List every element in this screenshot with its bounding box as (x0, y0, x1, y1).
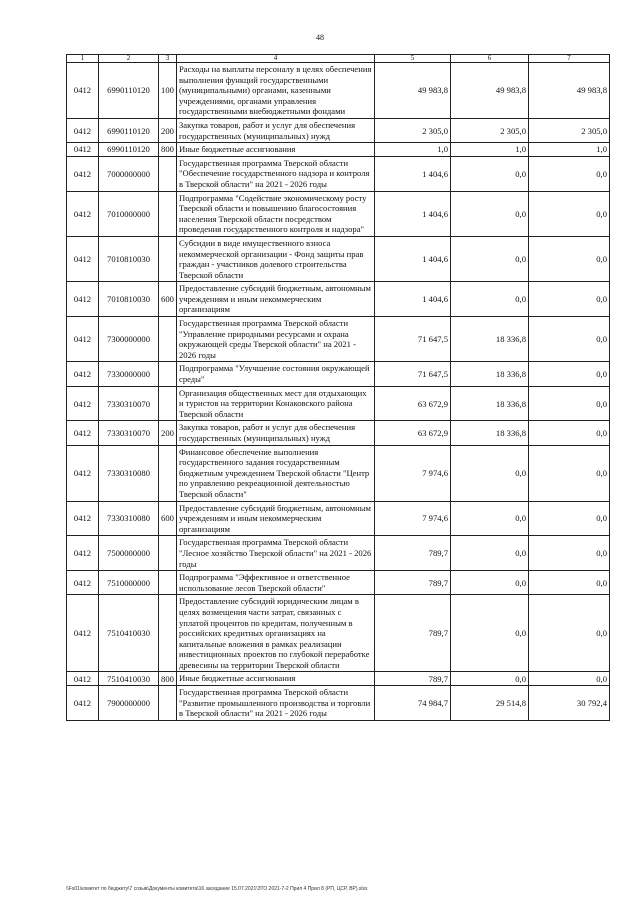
amount-cell-col6: 0,0 (451, 672, 529, 686)
amount-cell-col6: 0,0 (451, 595, 529, 672)
amount-cell-col6: 0,0 (451, 501, 529, 536)
amount-cell-col7: 0,0 (529, 672, 610, 686)
target-article-cell: 6990110120 (99, 143, 159, 157)
amount-cell-col7: 49 983,8 (529, 63, 610, 119)
amount-cell-col5: 71 647,5 (375, 362, 451, 386)
amount-cell-col7: 1,0 (529, 143, 610, 157)
amount-cell-col6: 0,0 (451, 571, 529, 595)
amount-cell-col7: 0,0 (529, 536, 610, 571)
target-article-cell: 7330310080 (99, 445, 159, 501)
section-code-cell: 0412 (67, 571, 99, 595)
column-header: 7 (529, 55, 610, 63)
expense-type-cell: 800 (159, 143, 177, 157)
amount-cell-col6: 0,0 (451, 445, 529, 501)
amount-cell-col6: 0,0 (451, 282, 529, 317)
target-article-cell: 7510000000 (99, 571, 159, 595)
amount-cell-col7: 0,0 (529, 421, 610, 445)
target-article-cell: 7510410030 (99, 595, 159, 672)
target-article-cell: 7300000000 (99, 317, 159, 362)
table-row (67, 362, 610, 386)
item-name-cell: Подпрограмма "Улучшение состояния окружающей среды" (177, 362, 375, 386)
column-header: 6 (451, 55, 529, 63)
target-article-cell: 7510410030 (99, 672, 159, 686)
item-name-cell: Государственная программа Тверской области "Обеспечение государственного надзора и контроля в Тверской области" на 2021 - 2026 годы (177, 156, 375, 191)
section-code-cell: 0412 (67, 317, 99, 362)
amount-cell-col5: 1 404,6 (375, 282, 451, 317)
amount-cell-col5: 74 984,7 (375, 686, 451, 721)
target-article-cell: 7010810030 (99, 236, 159, 281)
expense-type-cell (159, 317, 177, 362)
amount-cell-col5: 7 974,6 (375, 501, 451, 536)
table-row (67, 118, 610, 142)
expense-type-cell (159, 236, 177, 281)
item-name-cell: Закупка товаров, работ и услуг для обеспечения государственных (муниципальных) нужд (177, 421, 375, 445)
amount-cell-col5: 1 404,6 (375, 156, 451, 191)
section-code-cell: 0412 (67, 282, 99, 317)
expense-type-cell: 200 (159, 118, 177, 142)
item-name-cell: Финансовое обеспечение выполнения государственного задания государственным бюджетным учреждением Тверской области "Центр по управлению рекреационной деятельностью Тверской области" (177, 445, 375, 501)
amount-cell-col5: 63 672,9 (375, 386, 451, 421)
item-name-cell: Субсидии в виде имущественного взноса некоммерческой организации - Фонд защиты прав граждан - участников долевого строительства Тверской области (177, 236, 375, 281)
amount-cell-col7: 0,0 (529, 445, 610, 501)
target-article-cell: 6990110120 (99, 63, 159, 119)
amount-cell-col6: 1,0 (451, 143, 529, 157)
column-number-row (67, 55, 610, 63)
amount-cell-col7: 0,0 (529, 191, 610, 236)
table-row (67, 386, 610, 421)
table-row (67, 501, 610, 536)
section-code-cell: 0412 (67, 536, 99, 571)
table-row (67, 595, 610, 672)
amount-cell-col6: 0,0 (451, 236, 529, 281)
amount-cell-col5: 1 404,6 (375, 191, 451, 236)
table-row (67, 236, 610, 281)
expense-type-cell (159, 536, 177, 571)
section-code-cell: 0412 (67, 362, 99, 386)
table-row (67, 571, 610, 595)
amount-cell-col5: 71 647,5 (375, 317, 451, 362)
expense-type-cell (159, 362, 177, 386)
item-name-cell: Предоставление субсидий бюджетным, автономным учреждениям и иным некоммерческим организациям (177, 501, 375, 536)
table-row (67, 63, 610, 119)
target-article-cell: 7010810030 (99, 282, 159, 317)
amount-cell-col7: 0,0 (529, 571, 610, 595)
amount-cell-col6: 18 336,8 (451, 362, 529, 386)
amount-cell-col6: 2 305,0 (451, 118, 529, 142)
amount-cell-col5: 7 974,6 (375, 445, 451, 501)
expense-type-cell: 100 (159, 63, 177, 119)
amount-cell-col5: 1 404,6 (375, 236, 451, 281)
table-row (67, 317, 610, 362)
expense-type-cell (159, 191, 177, 236)
amount-cell-col7: 0,0 (529, 362, 610, 386)
item-name-cell: Предоставление субсидий юридическим лицам в целях возмещения части затрат, связанных с уплатой процентов по кредитам, полученным в российских кредитных организациях на капитальные вложения в рамках реализации инвестиционных проектов по глубокой переработке древесины на территории Тверской области (177, 595, 375, 672)
target-article-cell: 7330310080 (99, 501, 159, 536)
amount-cell-col5: 789,7 (375, 571, 451, 595)
amount-cell-col7: 0,0 (529, 501, 610, 536)
amount-cell-col7: 0,0 (529, 595, 610, 672)
budget-table (66, 54, 610, 721)
amount-cell-col7: 0,0 (529, 317, 610, 362)
table-body (67, 63, 610, 721)
table-row (67, 672, 610, 686)
amount-cell-col5: 2 305,0 (375, 118, 451, 142)
item-name-cell: Государственная программа Тверской области "Управление природными ресурсами и охрана окружающей среды Тверской области" на 2021 - 2026 годы (177, 317, 375, 362)
amount-cell-col5: 789,7 (375, 536, 451, 571)
item-name-cell: Закупка товаров, работ и услуг для обеспечения государственных (муниципальных) нужд (177, 118, 375, 142)
expense-type-cell (159, 571, 177, 595)
item-name-cell: Подпрограмма "Содействие экономическому росту Тверской области и повышению благосостояния населения Тверской области посредством проведения государственного контроля и надзора" (177, 191, 375, 236)
table-row (67, 445, 610, 501)
section-code-cell: 0412 (67, 63, 99, 119)
section-code-cell: 0412 (67, 386, 99, 421)
column-header: 4 (177, 55, 375, 63)
target-article-cell: 7500000000 (99, 536, 159, 571)
amount-cell-col6: 18 336,8 (451, 421, 529, 445)
item-name-cell: Государственная программа Тверской области "Лесное хозяйство Тверской области" на 2021 - 2026 годы (177, 536, 375, 571)
item-name-cell: Иные бюджетные ассигнования (177, 143, 375, 157)
page-number: 48 (316, 33, 324, 42)
section-code-cell: 0412 (67, 421, 99, 445)
target-article-cell: 7330000000 (99, 362, 159, 386)
expense-type-cell: 600 (159, 282, 177, 317)
expense-type-cell: 800 (159, 672, 177, 686)
amount-cell-col6: 18 336,8 (451, 317, 529, 362)
section-code-cell: 0412 (67, 595, 99, 672)
amount-cell-col7: 0,0 (529, 236, 610, 281)
amount-cell-col6: 29 514,8 (451, 686, 529, 721)
item-name-cell: Подпрограмма "Эффективное и ответственное использование лесов Тверской области" (177, 571, 375, 595)
item-name-cell: Государственная программа Тверской области "Развитие промышленного производства и торговли в Тверской области" на 2021 - 2026 годы (177, 686, 375, 721)
expense-type-cell: 600 (159, 501, 177, 536)
section-code-cell: 0412 (67, 686, 99, 721)
table-row (67, 156, 610, 191)
section-code-cell: 0412 (67, 672, 99, 686)
expense-type-cell (159, 595, 177, 672)
table-row (67, 282, 610, 317)
section-code-cell: 0412 (67, 191, 99, 236)
expense-type-cell (159, 386, 177, 421)
amount-cell-col7: 0,0 (529, 386, 610, 421)
section-code-cell: 0412 (67, 501, 99, 536)
target-article-cell: 7000000000 (99, 156, 159, 191)
item-name-cell: Предоставление субсидий бюджетным, автономным учреждениям и иным некоммерческим организациям (177, 282, 375, 317)
table-row (67, 143, 610, 157)
amount-cell-col6: 0,0 (451, 156, 529, 191)
table-row (67, 686, 610, 721)
amount-cell-col7: 2 305,0 (529, 118, 610, 142)
amount-cell-col6: 49 983,8 (451, 63, 529, 119)
section-code-cell: 0412 (67, 118, 99, 142)
item-name-cell: Расходы на выплаты персоналу в целях обеспечения выполнения функций государственными (муниципальными) органами, казенными учреждениями, органами управления государственными внебюджетными фондами (177, 63, 375, 119)
amount-cell-col6: 0,0 (451, 536, 529, 571)
amount-cell-col7: 30 792,4 (529, 686, 610, 721)
amount-cell-col7: 0,0 (529, 282, 610, 317)
target-article-cell: 7010000000 (99, 191, 159, 236)
table-row (67, 191, 610, 236)
target-article-cell: 7330310070 (99, 421, 159, 445)
target-article-cell: 6990110120 (99, 118, 159, 142)
table-row (67, 421, 610, 445)
amount-cell-col5: 1,0 (375, 143, 451, 157)
expense-type-cell (159, 445, 177, 501)
item-name-cell: Иные бюджетные ассигнования (177, 672, 375, 686)
amount-cell-col5: 63 672,9 (375, 421, 451, 445)
column-header: 5 (375, 55, 451, 63)
target-article-cell: 7330310070 (99, 386, 159, 421)
section-code-cell: 0412 (67, 156, 99, 191)
table-row (67, 536, 610, 571)
column-header: 2 (99, 55, 159, 63)
amount-cell-col6: 18 336,8 (451, 386, 529, 421)
amount-cell-col5: 49 983,8 (375, 63, 451, 119)
column-header: 1 (67, 55, 99, 63)
file-path-footer: \\Fs01\комитет по бюджету\7 созыв\Документы комитета\16 заседание 15.07.2021\ЗТО 2021-7-2 Прил 4 Прил 8 (РП, ЦСР, ВР).xlsx (66, 886, 368, 892)
column-header: 3 (159, 55, 177, 63)
expense-type-cell (159, 686, 177, 721)
item-name-cell: Организация общественных мест для отдыхающих и туристов на территории Конаковского района Тверской области (177, 386, 375, 421)
section-code-cell: 0412 (67, 445, 99, 501)
expense-type-cell: 200 (159, 421, 177, 445)
target-article-cell: 7900000000 (99, 686, 159, 721)
section-code-cell: 0412 (67, 143, 99, 157)
expense-type-cell (159, 156, 177, 191)
amount-cell-col7: 0,0 (529, 156, 610, 191)
section-code-cell: 0412 (67, 236, 99, 281)
amount-cell-col6: 0,0 (451, 191, 529, 236)
amount-cell-col5: 789,7 (375, 672, 451, 686)
amount-cell-col5: 789,7 (375, 595, 451, 672)
